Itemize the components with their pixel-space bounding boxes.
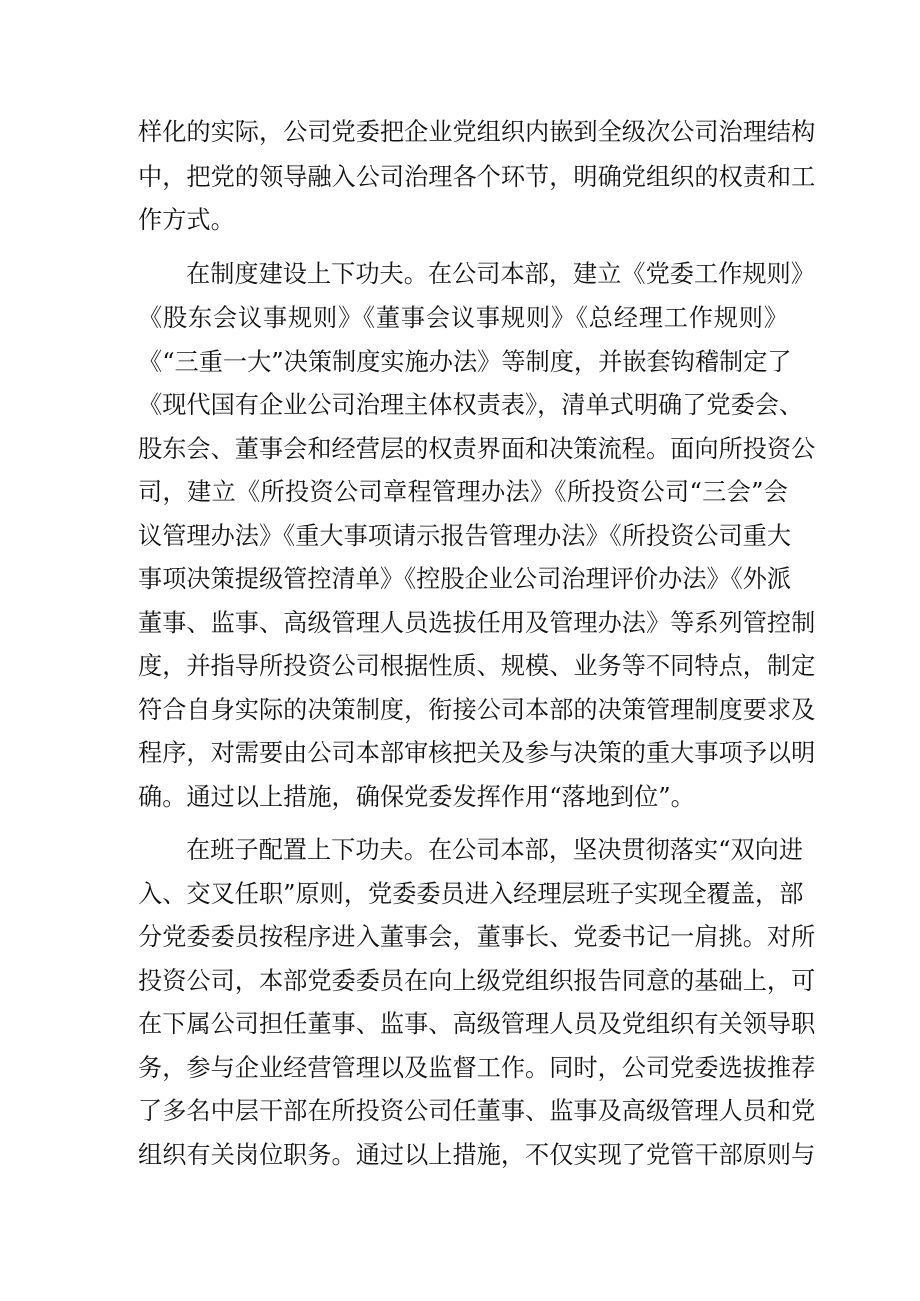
text-line: 在下属公司担任董事、监事、高级管理人员及党组织有关领导职	[138, 1010, 816, 1038]
text-line: 司，建立《所投资公司章程管理办法》《所投资公司“三会”会	[138, 478, 788, 506]
text-line: 投资公司，本部党委委员在向上级党组织报告同意的基础上，可	[138, 967, 816, 995]
text-line: 程序，对需要由公司本部审核把关及参与决策的重大事项予以明	[138, 739, 816, 767]
text-line: 作方式。	[138, 206, 235, 234]
text-line: 《“三重一大”决策制度实施办法》等制度，并嵌套钩稽制定了	[138, 348, 792, 376]
text-line: 中，把党的领导融入公司治理各个环节，明确党组织的权责和工	[138, 163, 816, 191]
text-line: 入、交叉任职”原则，党委委员进入经理层班子实现全覆盖，部	[138, 880, 804, 908]
text-line: 了多名中层干部在所投资公司任董事、监事及高级管理人员和党	[138, 1097, 816, 1125]
text-line: 符合自身实际的决策制度，衔接公司本部的决策管理制度要求及	[138, 696, 816, 724]
text-line: 样化的实际，公司党委把企业党组织内嵌到全级次公司治理结构	[138, 118, 816, 146]
text-line: 分党委委员按程序进入董事会，董事长、党委书记一肩挑。对所	[138, 923, 816, 951]
text-line: 在班子配置上下功夫。在公司本部，坚决贯彻落实“双向进	[186, 836, 804, 864]
text-line: 《股东会议事规则》《董事会议事规则》《总经理工作规则》	[138, 304, 788, 332]
text-line: 组织有关岗位职务。通过以上措施，不仅实现了党管干部原则与	[138, 1141, 816, 1169]
text-line: 度，并指导所投资公司根据性质、规模、业务等不同特点，制定	[138, 652, 816, 680]
text-line: 务，参与企业经营管理以及监督工作。同时，公司党委选拔推荐	[138, 1054, 816, 1082]
text-line: 股东会、董事会和经营层的权责界面和决策流程。面向所投资公	[138, 435, 816, 463]
text-line: 《现代国有企业公司治理主体权责表》，清单式明确了党委会、	[138, 391, 804, 419]
text-line: 在制度建设上下功夫。在公司本部，建立《党委工作规则》	[186, 260, 815, 288]
text-line: 事项决策提级管控清单》《控股企业公司治理评价办法》《外派	[138, 565, 792, 593]
text-line: 议管理办法》《重大事项请示报告管理办法》《所投资公司重大	[138, 522, 792, 550]
text-line: 董事、监事、高级管理人员选拔任用及管理办法》等系列管控制	[138, 609, 816, 637]
text-line: 确。通过以上措施，确保党委发挥作用“落地到位”。	[138, 783, 695, 811]
